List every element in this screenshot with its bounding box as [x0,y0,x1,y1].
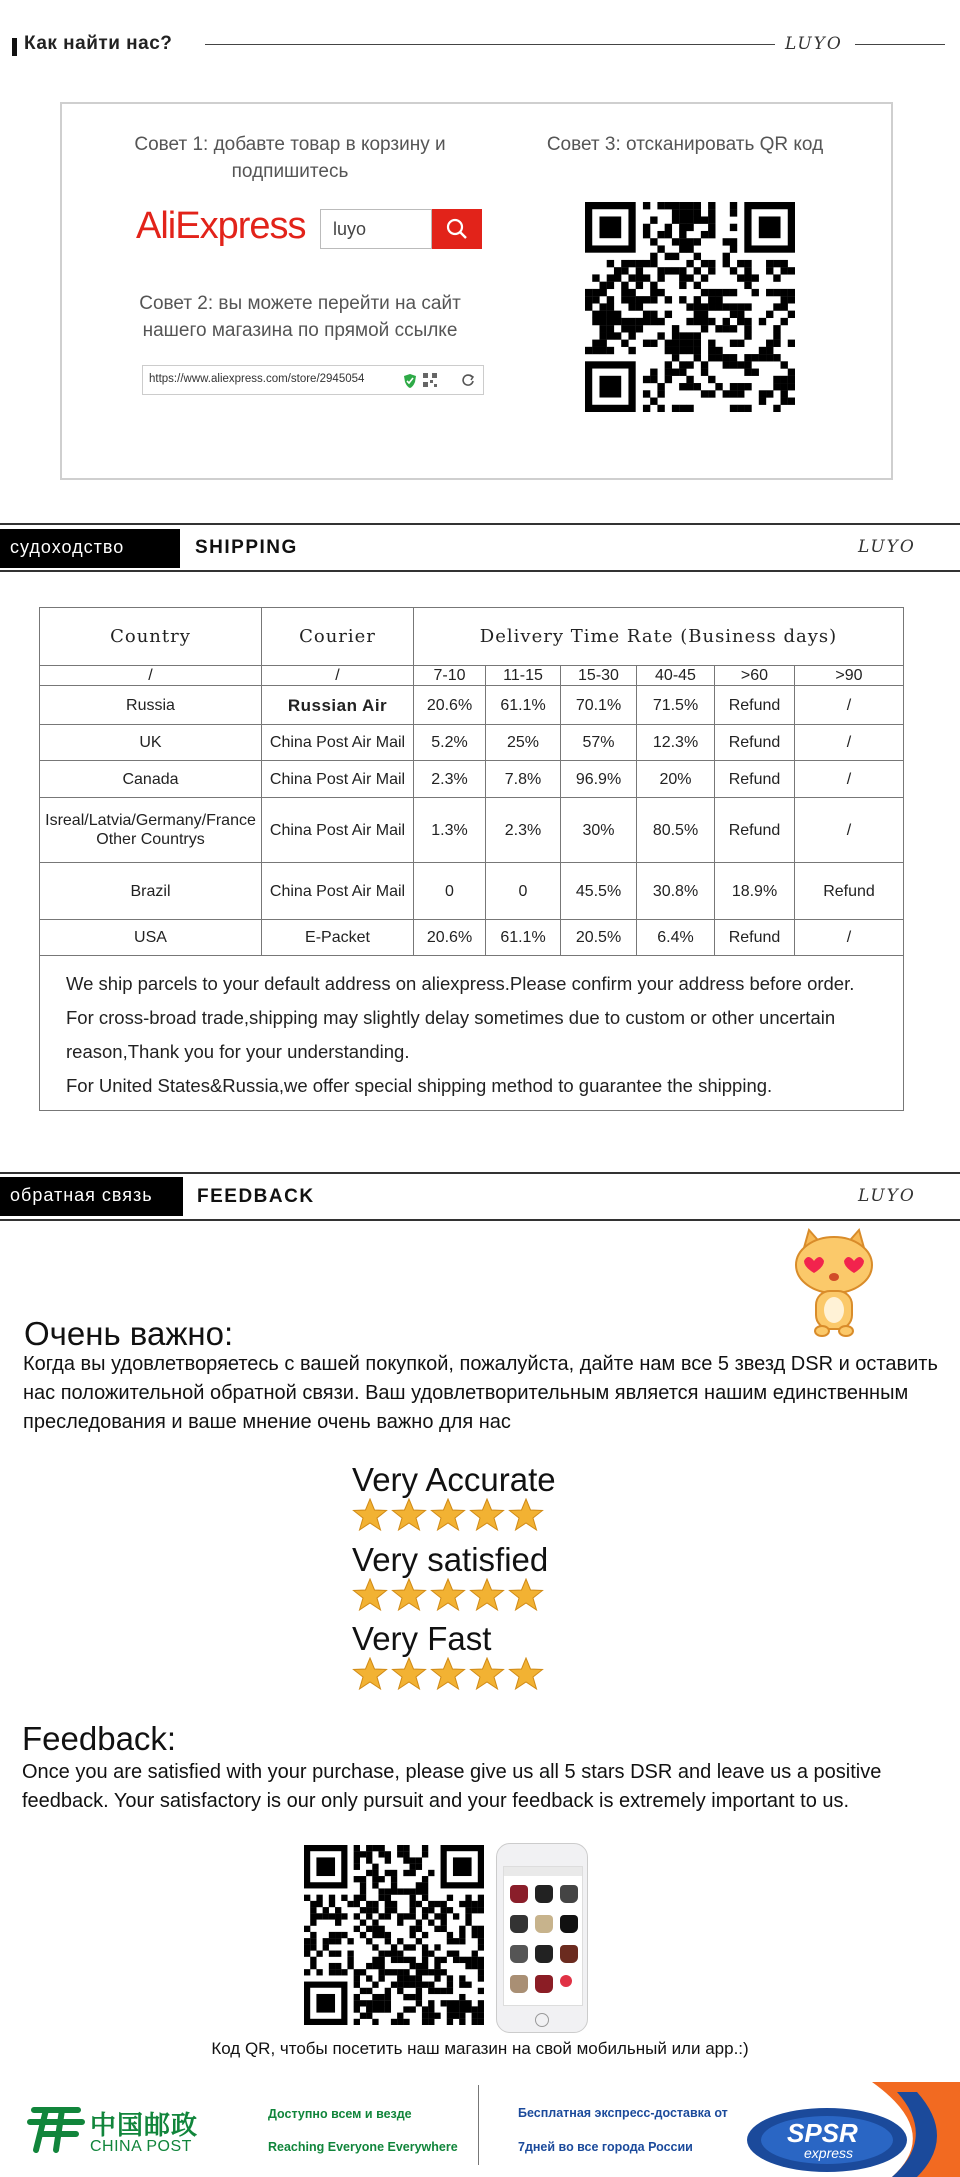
china-post-tagline-ru: Доступно всем и везде [268,2107,412,2121]
country-cell: UK [40,725,262,761]
tip-2-text: Совет 2: вы можете перейти на сайт нашего магазина по прямой ссылке [139,293,461,341]
shipping-title: SHIPPING [195,537,298,558]
phone-screen [503,1866,583,2006]
range-header: 15-30 [561,666,637,686]
store-url-text: https://www.aliexpress.com/store/2945054 [149,373,365,385]
col-header-delivery: Delivery Time Rate (Business days) [414,608,904,666]
table-row [40,863,904,920]
star-icon [430,1657,466,1691]
range-header: >60 [715,666,795,686]
star-rating [352,1578,547,1617]
shipping-note: We ship parcels to your default address on aliexpress.Please confirm your address before order. [66,973,855,994]
divider-line [855,44,945,45]
star-icon [469,1657,505,1691]
rate-cell: 30.8% [637,863,715,920]
shipping-table [39,607,904,956]
rate-cell: Refund [715,725,795,761]
courier-cell: China Post Air Mail [262,761,414,798]
rate-cell: / [795,725,904,761]
rate-cell: 20.5% [561,920,637,956]
country-cell: Canada [40,761,262,798]
home-button-icon [535,2013,549,2027]
feedback-title: FEEDBACK [197,1186,315,1207]
rate-cell: Refund [795,863,904,920]
star-icon [391,1578,427,1612]
section-rule [0,1172,960,1174]
courier-cell: China Post Air Mail [262,798,414,863]
rating-label: Very satisfied [352,1541,549,1578]
col-header-country: Country [40,608,262,666]
phone-mockup [496,1843,588,2033]
range-header: 11-15 [486,666,561,686]
rate-cell: 30% [561,798,637,863]
rate-cell: 45.5% [561,863,637,920]
rate-cell: Refund [715,920,795,956]
range-header: 7-10 [414,666,486,686]
cat-mascot-icon [784,1225,884,1340]
country-cell: USA [40,920,262,956]
star-icon [391,1498,427,1532]
rate-cell: 96.9% [561,761,637,798]
refresh-icon[interactable] [461,373,475,387]
divider-line [205,44,775,45]
spsr-logo-text: SPSR [787,2118,858,2148]
rate-cell: 71.5% [637,686,715,725]
star-icon [352,1578,388,1612]
rate-cell: 25% [486,725,561,761]
table-row [40,920,904,956]
footer-divider [478,2085,479,2165]
brand-signature: LUYO [858,537,916,557]
feedback-label-ru: обратная связь [0,1177,183,1216]
aliexpress-logo: AliExpress [136,205,306,247]
china-post-en: CHINA POST [90,2138,192,2155]
rate-cell: Refund [715,686,795,725]
rate-cell: 0 [486,863,561,920]
mobile-qr-code[interactable] [304,1845,484,2025]
store-url-bar[interactable] [142,365,484,395]
rate-cell: 12.3% [637,725,715,761]
brand-signature: LUYO [785,34,843,54]
qr-caption: Код QR, чтобы посетить наш магазин на свой мобильный или app.:) [211,2039,749,2058]
rate-cell: / [795,761,904,798]
slash-cell: / [262,666,414,686]
rate-cell: 61.1% [486,686,561,725]
table-row [40,761,904,798]
rate-cell: 6.4% [637,920,715,956]
china-post-logo-icon [26,2100,86,2155]
country-cell: Brazil [40,863,262,920]
rate-cell: 20.6% [414,920,486,956]
store-search-input[interactable]: luyo [320,209,432,249]
heading-marker [12,38,17,56]
shipping-note: For United States&Russia,we offer special shipping method to guarantee the shipping. [66,1075,773,1096]
rate-cell: 7.8% [486,761,561,798]
spsr-logo [742,2082,960,2177]
section-rule [0,1219,960,1221]
find-us-title: Как найти нас? [24,33,173,54]
spsr-line-1: Бесплатная экспресс-доставка от [518,2106,728,2120]
star-icon [508,1498,544,1532]
star-icon [391,1657,427,1691]
rate-cell: 0 [414,863,486,920]
rate-cell: 20% [637,761,715,798]
star-icon [352,1498,388,1532]
rate-cell: 2.3% [486,798,561,863]
star-icon [430,1578,466,1612]
rate-cell: 80.5% [637,798,715,863]
rate-cell: 61.1% [486,920,561,956]
courier-cell: China Post Air Mail [262,863,414,920]
table-row [40,725,904,761]
tip-1-text: Совет 1: добавте товар в корзину и подпишитесь [134,134,446,182]
rate-cell: 18.9% [715,863,795,920]
important-text: Когда вы удовлетворяетесь с вашей покупкой, пожалуйста, дайте нам все 5 звезд DSR и оставить нас положительной обратной связи. Ваш удовлетворительным является нашим единственным преследования и ваше мнение очень важно для нас [23,1353,938,1433]
rating-label: Very Fast [352,1620,492,1657]
star-icon [469,1578,505,1612]
slash-cell: / [40,666,262,686]
range-header: 40-45 [637,666,715,686]
search-icon [445,217,469,241]
rate-cell: 20.6% [414,686,486,725]
courier-cell: E-Packet [262,920,414,956]
important-heading: Очень важно: [24,1315,234,1352]
rating-label: Very Accurate [352,1461,556,1498]
table-row [40,798,904,863]
feedback-heading: Feedback: [22,1720,177,1757]
china-post-cn: 中国邮政 [90,2110,199,2140]
rate-cell: / [795,798,904,863]
shipping-label-ru: судоходство [0,529,180,568]
rate-cell: 57% [561,725,637,761]
shipping-notes [39,955,904,1111]
star-icon [508,1578,544,1612]
rate-cell: 1.3% [414,798,486,863]
spsr-logo-sub: express [804,2145,854,2161]
search-button[interactable] [432,209,482,249]
col-header-courier: Courier [262,608,414,666]
rate-cell: / [795,920,904,956]
rate-cell: Refund [715,798,795,863]
range-header: >90 [795,666,904,686]
star-icon [508,1657,544,1691]
qr-mini-icon [423,373,437,387]
section-rule [0,523,960,525]
shield-icon [403,373,417,389]
rate-cell: 5.2% [414,725,486,761]
rate-cell: 70.1% [561,686,637,725]
tip-3-text: Совет 3: отсканировать QR код [546,134,824,155]
star-rating [352,1657,547,1696]
country-cell: Isreal/Latvia/Germany/France Other Countrys [40,798,262,863]
star-icon [430,1498,466,1532]
store-qr-code[interactable] [585,202,795,412]
feedback-text: Once you are satisfied with your purchase, please give us all 5 stars DSR and leave us a positive feedback. Your satisfactory is our only pursuit and your feedback is extremely important to us. [22,1761,882,1812]
table-row [40,686,904,725]
courier-cell: China Post Air Mail [262,725,414,761]
star-icon [469,1498,505,1532]
section-rule [0,570,960,572]
china-post-tagline-en: Reaching Everyone Everywhere [268,2140,458,2154]
courier-cell: Russian Air [262,686,414,725]
rate-cell: Refund [715,761,795,798]
rate-cell: 2.3% [414,761,486,798]
star-icon [352,1657,388,1691]
rate-cell: / [795,686,904,725]
star-rating [352,1498,547,1537]
country-cell: Russia [40,686,262,725]
brand-signature: LUYO [858,1186,916,1206]
shipping-note: For cross-broad trade,shipping may slightly delay sometimes due to custom or other uncertain reason,Thank you for your understanding. [66,1007,836,1062]
spsr-line-2: 7дней во все города России [518,2140,693,2154]
